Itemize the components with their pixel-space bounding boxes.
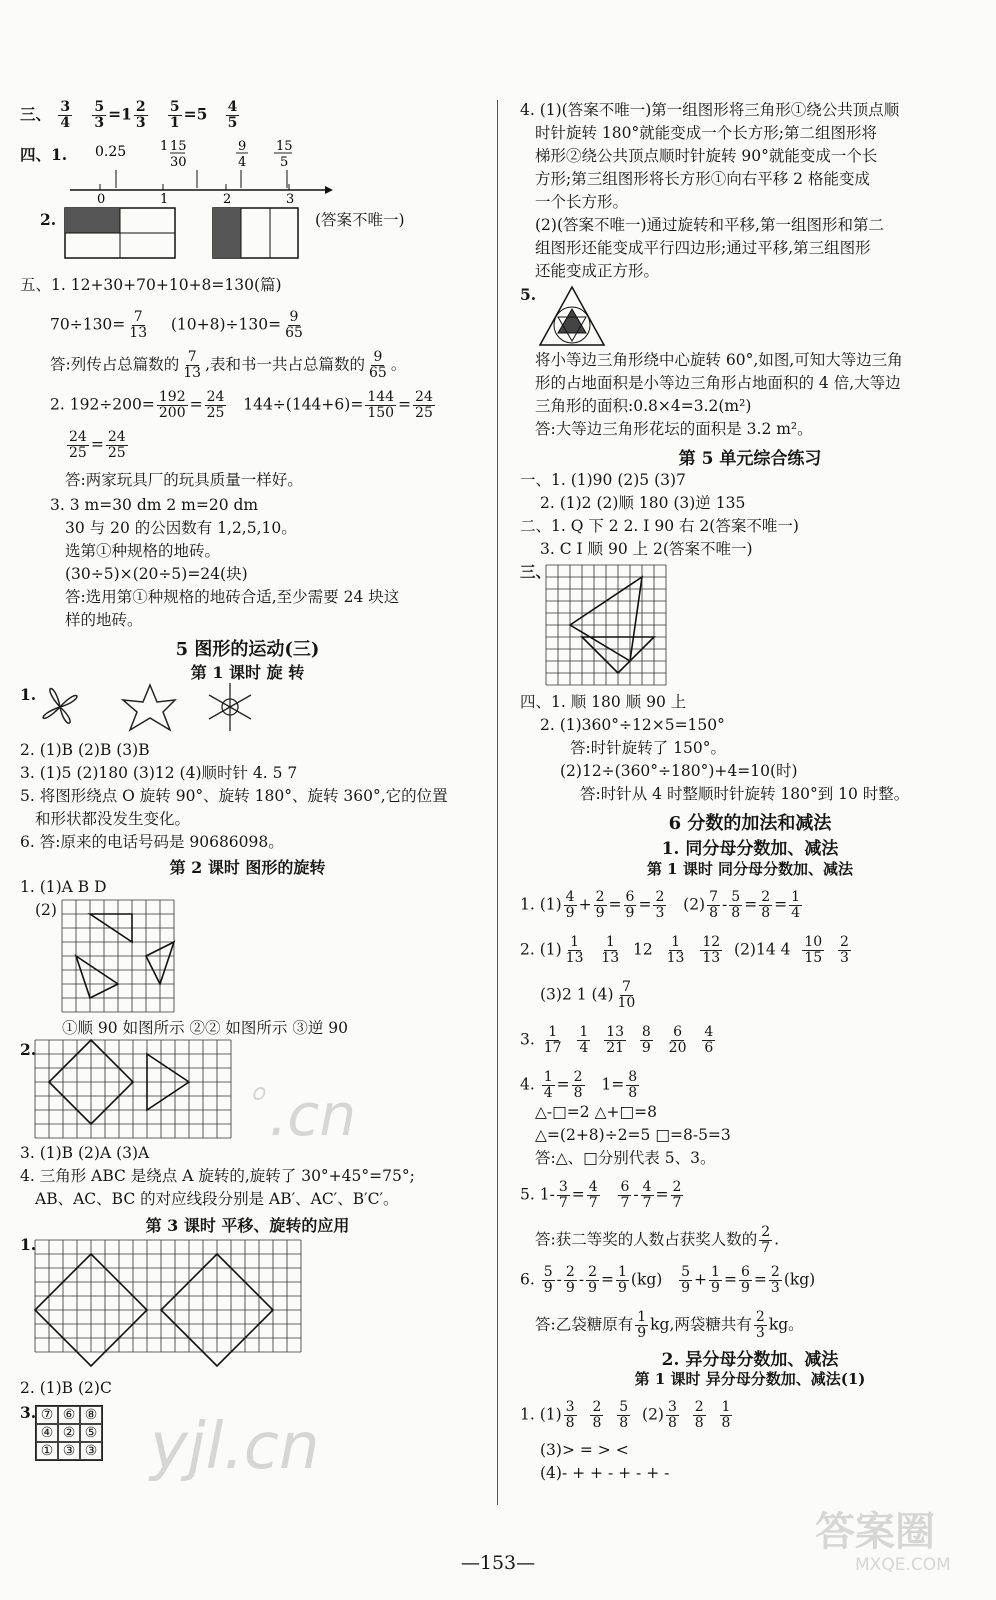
answer-line: 样的地砖。 [65, 611, 143, 629]
watermark: ﾟ.cn [240, 1081, 357, 1149]
answer-line: 4. 三角形 ABC 是绕点 A 旋转的,旋转了 30°+45°=75°; [20, 1167, 415, 1185]
fraction: $\frac{1}{17}$ [543, 1024, 562, 1056]
fraction: $\frac{1}{4}$ [543, 1069, 553, 1101]
answer-line: 1. (1) $\frac{4}{9}$ + $\frac{2}{9}$ = $\frac{6}{9}$ = $\frac{2}{3}$ (2) $\frac{7}{8}$ - $\frac{5}{8}$ = $\frac{2}{8}$ = $\frac{1}{4}$ [520, 889, 801, 921]
fraction: $\frac{10}{15}$ [804, 934, 823, 966]
chapter-title: 6 分数的加法和减法 [668, 813, 832, 834]
answer-line: 答:选用第①种规格的地砖合适,至少需要 24 块这 [65, 588, 400, 606]
fraction: $\frac{5}{3}$ [94, 99, 105, 131]
question-label: 3. [20, 1403, 37, 1422]
fraction: $\frac{4}{5}$ [227, 99, 238, 131]
watermark: yjl.cn [150, 1410, 320, 1484]
watermark-logo: 答案圈 [815, 1509, 935, 1555]
unit5-grid [546, 565, 706, 685]
number-square [35, 1405, 103, 1461]
number-line-tick: 1 [160, 192, 169, 207]
number-line-mark: 1 [160, 139, 169, 154]
answer-line: (4)- + + - + - + - [540, 1464, 670, 1482]
fraction: $\frac{1}{13}$ [666, 934, 685, 966]
rotation-grid-1 [62, 900, 174, 1012]
number-line [60, 140, 340, 205]
fraction: $\frac{1}{13}$ [601, 934, 620, 966]
fraction: $\frac{5}{8}$ [731, 889, 741, 921]
fraction: $\frac{2}{8}$ [573, 1069, 583, 1101]
answer-line: (3)2 1 (4) $\frac{7}{10}$ [540, 979, 636, 1011]
fraction: $\frac{1}{9}$ [618, 1264, 627, 1296]
answer-line: 将小等边三角形绕中心旋转 60°,如图,可知大等边三角 [535, 351, 903, 369]
number-square-cell: ① [36, 1442, 58, 1460]
question-label: 1. [20, 1235, 37, 1254]
answer-line: 答:两家玩具厂的玩具质量一样好。 [65, 471, 303, 489]
number-line-mark: 15 [276, 139, 293, 154]
answer-line: 3. C I 顺 90 上 2(答案不唯一) [540, 540, 753, 558]
answer-line: 5. 将图形绕点 O 旋转 90°、旋转 180°、旋转 360°,它的位置 [20, 787, 448, 805]
answer-line: 2. (1) $\frac{1}{13}$ $\frac{1}{13}$ 12 $\frac{1}{13}$ $\frac{12}{13}$ (2)14 4 $\frac{10}{15}$ $\frac{2}{3}$ [520, 934, 849, 966]
number-line-tick: 0 [97, 192, 106, 207]
answer-line: △-□=2 △+□=8 [535, 1103, 657, 1121]
answer-line: 6. 答:原来的电话号码是 90686098。 [20, 833, 284, 851]
number-line-mark: 0.25 [95, 144, 127, 160]
watermark-url: MXQE.COM [855, 1555, 951, 1575]
answer-line: 3. (1)5 (2)180 (3)12 (4)顺时针 4. 5 7 [20, 764, 298, 782]
answer-line: 2. (1)360°÷12×5=150° [540, 716, 725, 734]
lesson-title: 第 2 课时 图形的旋转 [169, 858, 326, 877]
question-label: 三、 [520, 562, 552, 581]
fraction: $\frac{192}{200}$ [158, 389, 186, 421]
fraction: $\frac{9}{65}$ [369, 349, 387, 381]
number-line-mark: 9 [238, 139, 247, 154]
answer-line: (2)12÷(360°÷180°)+4=10(时) [560, 762, 798, 780]
fraction: $\frac{24}{25}$ [107, 429, 126, 461]
chapter-title: 5 图形的运动(三) [175, 639, 320, 660]
number-square-cell: ④ [36, 1424, 58, 1442]
number-line-tick: 2 [223, 192, 232, 207]
answer-line: 70÷130= $\frac{7}{13}$ (10+8)÷130= $\frac{9}{65}$ [50, 309, 303, 341]
lesson-title: 第 3 课时 平移、旋转的应用 [145, 1216, 350, 1235]
application-grid [35, 1240, 301, 1376]
fraction: $\frac{6}{20}$ [668, 1024, 687, 1056]
fraction: $\frac{7}{10}$ [617, 979, 636, 1011]
answer-line: (2)(答案不唯一)通过旋转和平移,第一组图形和第二 [535, 216, 884, 234]
fraction: $\frac{2}{9}$ [595, 889, 605, 921]
fraction: $\frac{3}{8}$ [565, 1399, 575, 1431]
number-line-tick: 3 [286, 192, 295, 207]
fraction: $\frac{24}{25}$ [415, 389, 433, 421]
answer-line: AB、AC、BC 的对应线段分别是 AB′、AC′、B′C′。 [35, 1190, 399, 1208]
fraction: $\frac{9}{65}$ [285, 309, 303, 341]
fraction: $\frac{7}{8}$ [709, 889, 719, 921]
answer-line: 一、1. (1)90 (2)5 (3)7 [520, 471, 686, 489]
fraction: $\frac{4}{9}$ [565, 889, 575, 921]
fraction: $\frac{1}{13}$ [565, 934, 584, 966]
fraction: $\frac{6}{9}$ [740, 1264, 750, 1296]
fraction: $\frac{24}{25}$ [206, 389, 225, 421]
answer-line: ①顺 90 如图所示 ②② 如图所示 ③逆 90 [62, 1019, 349, 1037]
number-line-mark: 30 [170, 155, 187, 170]
fraction: $\frac{2}{7}$ [761, 1224, 771, 1256]
answer-line: 2. (1)B (2)B (3)B [20, 741, 150, 759]
answer-line: 2. (1)2 (2)顺 180 (3)逆 135 [540, 494, 746, 512]
answer-line: 答:时针从 4 时整顺时针旋转 180°到 10 时整。 [580, 785, 910, 803]
fraction-rectangles [65, 208, 305, 258]
fraction: $\frac{12}{13}$ [702, 934, 721, 966]
triangle-figure [538, 285, 606, 347]
answer-line: 二、1. Q 下 2 2. I 90 右 2(答案不唯一) [520, 517, 799, 535]
fraction: $\frac{2}{3}$ [135, 99, 146, 131]
fraction: $\frac{3}{8}$ [667, 1399, 677, 1431]
number-square-cell: ⑧ [80, 1406, 102, 1424]
section-title: 1. 同分母分数加、减法 [661, 839, 839, 859]
answer-line: 一个长方形。 [535, 193, 629, 211]
fraction: $\frac{1}{9}$ [637, 1309, 647, 1341]
fraction: $\frac{8}{9}$ [641, 1024, 651, 1056]
rotation-grid-2 [35, 1040, 231, 1138]
note: (答案不唯一) [315, 211, 405, 229]
answer-line: 答:大等边三角形花坛的面积是 3.2 m²。 [535, 420, 813, 438]
fraction: $\frac{24}{25}$ [69, 429, 87, 461]
answer-line: 2. 192÷200= $\frac{192}{200}$ = $\frac{24}{25}$ 144÷(144+6)= $\frac{144}{150}$ = $\frac{24}{25}$ [50, 389, 433, 421]
fraction: $\frac{2}{8}$ [761, 889, 771, 921]
number-line-mark: 4 [238, 155, 247, 170]
fraction: $\frac{2}{3}$ [770, 1264, 780, 1296]
fraction: $\frac{13}{21}$ [606, 1024, 625, 1056]
unit-title: 第 5 单元综合练习 [678, 449, 822, 469]
lesson-title: 第 1 课时 同分母分数加、减法 [646, 860, 854, 878]
number-square-cell: ⑥ [58, 1406, 80, 1424]
answer-line: 1. (1) $\frac{3}{8}$ $\frac{2}{8}$ $\frac{5}{8}$ (2) $\frac{3}{8}$ $\frac{2}{8}$ $\frac{1}{8}$ [520, 1399, 731, 1431]
question-label: 1. [20, 685, 37, 704]
fraction: $\frac{2}{3}$ [840, 934, 849, 966]
number-line-mark: 5 [280, 155, 289, 170]
answer-line: (3)> = > < [540, 1441, 629, 1459]
number-square-cell: ③ [58, 1442, 80, 1460]
fraction: $\frac{1}{4}$ [579, 1024, 589, 1056]
number-square-cell: ③ [80, 1442, 102, 1460]
fraction: $\frac{5}{9}$ [543, 1264, 553, 1296]
fraction: $\frac{7}{13}$ [129, 309, 148, 341]
fraction: $\frac{3}{4}$ [60, 99, 71, 131]
fraction: $\frac{2}{9}$ [565, 1264, 575, 1296]
fraction: $\frac{6}{9}$ [625, 889, 635, 921]
page-number: —153— [460, 1552, 536, 1574]
answer-line: 1. (1)A B D [20, 878, 107, 896]
section-3-line: 三、 $\frac{3}{4}$ $\frac{5}{3}$ =1 $\frac{2}{3}$ $\frac{5}{1}$ =5 $\frac{4}{5}$ [20, 99, 238, 131]
answer-line: 答:时针旋转了 150°。 [570, 739, 726, 757]
answer-line: 还能变成正方形。 [535, 262, 660, 280]
answer-line: 6. $\frac{5}{9}$ - $\frac{2}{9}$ - $\frac{2}{9}$ = $\frac{1}{9}$ (kg) $\frac{5}{9}$ + $\frac{1}{9}$ = $\frac{6}{9}$ = $\frac{2}{3}$ (kg) [520, 1264, 816, 1296]
number-square-cell: ⑦ [36, 1406, 58, 1424]
answer-line: 五、1. 12+30+70+10+8=130(篇) [20, 276, 282, 294]
fraction: $\frac{1}{9}$ [711, 1264, 720, 1296]
answer-line: △=(2+8)÷2=5 □=8-5=3 [535, 1126, 731, 1144]
answer-line: (30÷5)×(20÷5)=24(块) [65, 565, 248, 583]
fraction: $\frac{2}{8}$ [694, 1399, 704, 1431]
answer-line: 梯形②绕公共顶点顺时针旋转 90°就能变成一个长 [535, 147, 878, 165]
question-label: 2. [20, 1040, 37, 1059]
star-figure [123, 685, 175, 730]
question-label: 5. [520, 285, 537, 304]
answer-line: 三角形的面积:0.8×4=3.2(m²) [535, 397, 752, 415]
number-square-cell: ⑤ [80, 1424, 102, 1442]
answer-line: 4. $\frac{1}{4}$ = $\frac{2}{8}$ 1= $\frac{8}{8}$ [520, 1069, 638, 1101]
answer-line: 答:△、□分别代表 5、3。 [535, 1149, 716, 1167]
answer-line: 5. 1- $\frac{3}{7}$ = $\frac{4}{7}$ $\frac{6}{7}$ - $\frac{4}{7}$ = $\frac{2}{7}$ [520, 1179, 682, 1211]
answer-line: 方形;第三组图形将长方形①向右平移 2 格能变成 [535, 170, 870, 188]
answer-line: 2. (1)B (2)C [20, 1379, 112, 1397]
fraction: $\frac{5}{9}$ [681, 1264, 691, 1296]
question-label: 2. [40, 210, 57, 229]
fraction: $\frac{4}{7}$ [642, 1179, 652, 1211]
fraction: $\frac{2}{7}$ [672, 1179, 682, 1211]
answer-line: 3. $\frac{1}{17}$ $\frac{1}{4}$ $\frac{13}{21}$ $\frac{8}{9}$ $\frac{6}{20}$ $\frac{4}{6}$ [520, 1024, 714, 1056]
answer-line: (2) [35, 901, 57, 919]
answer-line: 形的占地面积是小等边三角形占地面积的 4 倍,大等边 [535, 374, 901, 392]
lesson-title: 第 1 课时 旋 转 [190, 663, 305, 682]
section-title: 2. 异分母分数加、减法 [661, 1350, 839, 1370]
fraction: $\frac{4}{6}$ [704, 1024, 714, 1056]
answer-line: 3. 3 m=30 dm 2 m=20 dm [50, 496, 259, 514]
answer-line: 四、1. 顺 180 顺 90 上 [520, 693, 687, 711]
answer-line: 答:获二等奖的人数占获奖人数的 $\frac{2}{7}$ . [535, 1224, 780, 1256]
answer-line: 3. (1)B (2)A (3)A [20, 1144, 150, 1162]
answer-line: 4. (1)(答案不唯一)第一组图形将三角形①绕公共顶点顺 [520, 101, 900, 119]
fraction: $\frac{2}{8}$ [592, 1399, 602, 1431]
section-4-label: 四、1. [20, 145, 68, 164]
column-divider [497, 100, 498, 1505]
answer-line: 答:乙袋糖原有 $\frac{1}{9}$ kg,两袋糖共有 $\frac{2}{3}$ kg。 [535, 1309, 804, 1341]
number-square-cell: ② [58, 1424, 80, 1442]
fraction: $\frac{4}{7}$ [588, 1179, 598, 1211]
fraction: $\frac{1}{4}$ [791, 889, 801, 921]
answer-line: 答:列传占总篇数的 $\frac{7}{13}$ ,表和书一共占总篇数的 $\frac{9}{65}$ 。 [50, 349, 407, 381]
fraction: $\frac{3}{7}$ [558, 1179, 568, 1211]
fraction: $\frac{6}{7}$ [620, 1179, 630, 1211]
fraction: $\frac{2}{3}$ [755, 1309, 765, 1341]
fraction: $\frac{7}{13}$ [183, 349, 202, 381]
rotation-figures [35, 680, 275, 735]
fraction: $\frac{2}{3}$ [655, 889, 665, 921]
answer-line: 时针旋转 180°就能变成一个长方形;第二组图形将 [535, 124, 877, 142]
fraction: $\frac{1}{8}$ [721, 1399, 731, 1431]
number-line-mark: 15 [170, 139, 187, 154]
answer-line: 30 与 20 的公因数有 1,2,5,10。 [65, 519, 297, 537]
fraction: $\frac{2}{9}$ [588, 1264, 597, 1296]
fraction: $\frac{5}{8}$ [619, 1399, 629, 1431]
answer-line: 选第①种规格的地砖。 [65, 542, 221, 560]
answer-line: $\frac{24}{25}$ = $\frac{24}{25}$ [69, 429, 126, 461]
fraction: $\frac{144}{150}$ [367, 389, 395, 421]
fraction: $\frac{8}{8}$ [628, 1069, 638, 1101]
answer-line: 组图形还能变成平行四边形;通过平移,第三组图形 [535, 239, 871, 257]
snowflake-figure [209, 683, 251, 731]
fraction: $\frac{5}{1}$ [169, 99, 180, 131]
lesson-title: 第 1 课时 异分母分数加、减法(1) [634, 1370, 866, 1388]
pinwheel-figure [43, 689, 77, 724]
answer-line: 和形状都没发生变化。 [35, 810, 191, 828]
